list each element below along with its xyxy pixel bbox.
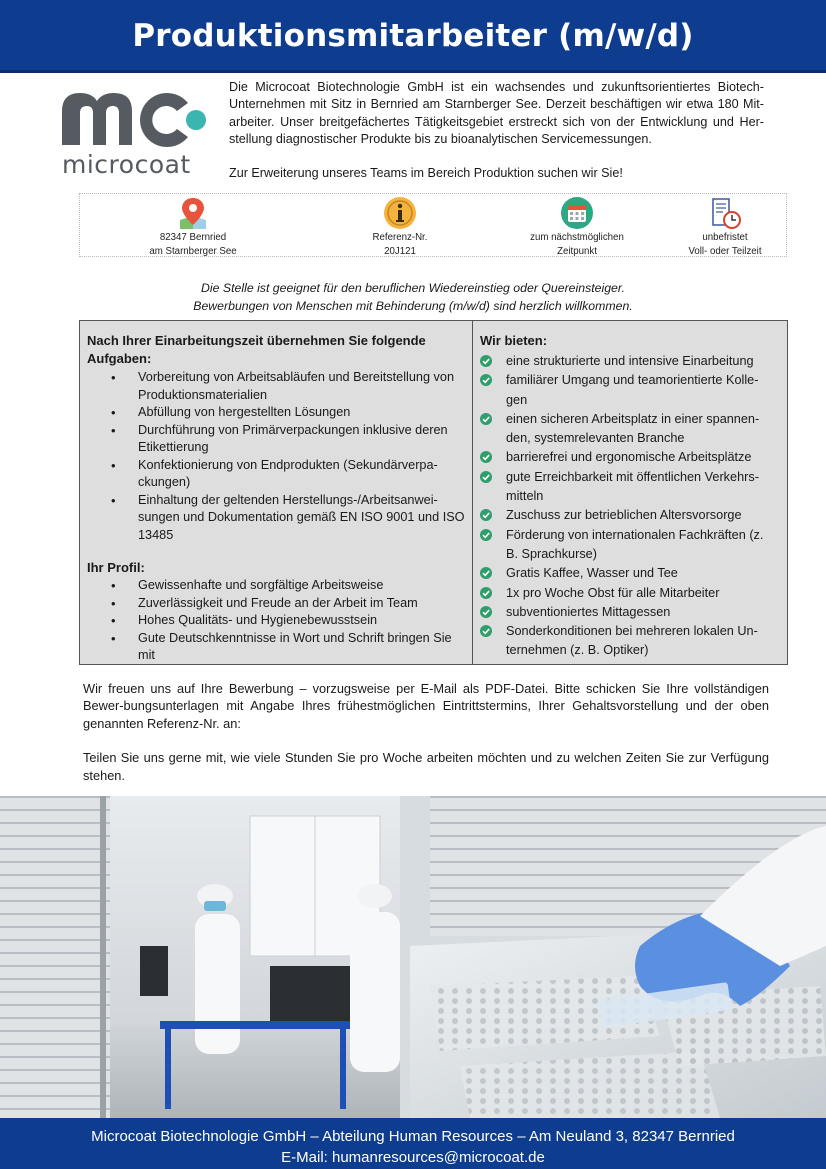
list-item: gute Erreichbarkeit mit öffentlichen Verkehrs-mitteln [473,468,787,507]
list-item: eine strukturierte und intensive Einarbeitung [473,352,787,371]
check-icon [480,355,492,367]
offer-list [473,352,787,661]
map-pin-icon [176,196,210,230]
fact-location-line2: am Starnberger See [149,246,237,257]
contract-clock-icon [708,196,742,230]
list-item: familiärer Umgang und teamorientierte Kolle-gen [473,371,787,410]
intro-paragraph-1: Die Microcoat Biotechnologie GmbH ist ein wachsendes und zukunftsorientiertes Biotech-Unternehmen mit Sitz in Bernried am Starnberger See. Derzeit beschäftigen wir etwa 180 Mit-arbeiter. Unser breitgefächertes Tätigkeitsgebiet erstreckt sich von der Entwicklung und Her-stellung diagnostischer Produkte bis zu bioanalytischen Servicemessungen. [229,80,764,146]
list-item: • Abfüllung von hergestellten Lösungen [80,404,473,422]
list-item: Sonderkonditionen bei mehreren lokalen Un-ternehmen (z. B. Optiker) [473,622,787,661]
fact-reference-line2: 20J121 [384,246,416,257]
list-item: einen sicheren Arbeitsplatz in einer spannen-den, systemrelevanten Branche [473,410,787,449]
logo-wordmark: microcoat [62,150,191,179]
fact-reference-line1: Referenz-Nr. [372,232,428,243]
list-item: • Gute Deutschkenntnisse in Wort und Schrift bringen Sie mit [80,630,473,665]
list-item: Förderung von internationalen Fachkräften (z. B. Sprachkurse) [473,526,787,565]
intro-text [229,79,764,182]
footer-address: Microcoat Biotechnologie GmbH – Abteilung Human Resources – Am Neuland 3, 82347 Bernried [91,1128,735,1145]
fact-contract-line1: unbefristet [702,232,748,243]
check-icon [480,374,492,386]
list-item: • Konfektionierung von Endprodukten (Sekundärverpa-ckungen) [80,457,473,492]
note-line-2: Bewerbungen von Menschen mit Behinderung (m/w/d) sind herzlich willkommen. [193,299,633,313]
check-icon [480,413,492,425]
closing-text [83,680,769,784]
note-line-1: Die Stelle ist geeignet für den beruflichen Wiedereinstieg oder Quereinsteiger. [201,281,625,295]
tasks-list [80,369,473,544]
check-icon [480,529,492,541]
inclusion-note [80,279,746,315]
list-item: • Einhaltung der geltenden Herstellungs-/Arbeitsanwei-sungen und Dokumentation gemäß EN ISO 9001 und ISO 13485 [80,492,473,545]
offer-heading: Wir bieten: [480,333,548,348]
list-item: • Zuverlässigkeit und Freude an der Arbeit im Team [80,595,473,613]
list-item: • Vorbereitung von Arbeitsabläufen und Bereitstellung von Produktionsmaterialien [80,369,473,404]
facts-strip [79,193,787,257]
list-item: • Gewissenhafte und sorgfältige Arbeitsweise [80,577,473,595]
fact-contract-line2: Voll- oder Teilzeit [688,246,762,257]
list-item: Zuschuss zur betrieblichen Altersvorsorge [473,506,787,525]
list-item: subventioniertes Mittagessen [473,603,787,622]
check-icon [480,471,492,483]
check-icon [480,567,492,579]
info-icon [383,196,417,230]
fact-location-line1: 82347 Bernried [159,232,227,243]
list-item: 1x pro Woche Obst für alle Mitarbeiter [473,584,787,603]
intro-paragraph-2: Zur Erweiterung unseres Teams im Bereich Produktion suchen wir Sie! [229,166,623,181]
check-icon [480,509,492,521]
closing-paragraph-2: Teilen Sie uns gerne mit, wie viele Stunden Sie pro Woche arbeiten möchten und zu welchen Zeiten Sie zur Verfügung stehen. [83,750,769,783]
footer-email[interactable]: E-Mail: humanresources@microcoat.de [281,1149,545,1166]
page-title: Produktionsmitarbeiter (m/w/d) [132,18,694,54]
profile-list [80,577,473,665]
tasks-heading: Nach Ihrer Einarbeitungszeit übernehmen Sie folgende Aufgaben: [87,333,426,366]
details-box [79,320,788,665]
list-item: barrierefrei und ergonomische Arbeitsplätze [473,448,787,467]
fact-start-line1: zum nächstmöglichen [530,232,624,243]
list-item: Gratis Kaffee, Wasser und Tee [473,564,787,583]
fact-start-line2: Zeitpunkt [557,246,597,257]
check-icon [480,451,492,463]
list-item: • Hohes Qualitäts- und Hygienebewusstsein [80,612,473,630]
check-icon [480,606,492,618]
check-icon [480,587,492,599]
title-bar [0,0,826,73]
offer-column [473,321,787,664]
check-icon [480,625,492,637]
tasks-profile-column [80,321,473,664]
list-item: • Durchführung von Primärverpackungen inklusive deren Etikettierung [80,422,473,457]
closing-paragraph-1: Wir freuen uns auf Ihre Bewerbung – vorzugsweise per E-Mail als PDF-Datei. Bitte schicken Sie Ihre vollständigen Bewer-bungsunterlagen mit Angabe Ihres frühestmöglichen Eintrittstermins, Ihrer Gehaltsvorstellung und der oben genannten Referenz-Nr. an: [83,681,769,731]
lab-production-photo [0,796,826,1118]
calendar-icon [560,196,594,230]
footer [0,1118,826,1169]
profile-heading: Ihr Profil: [87,560,145,575]
